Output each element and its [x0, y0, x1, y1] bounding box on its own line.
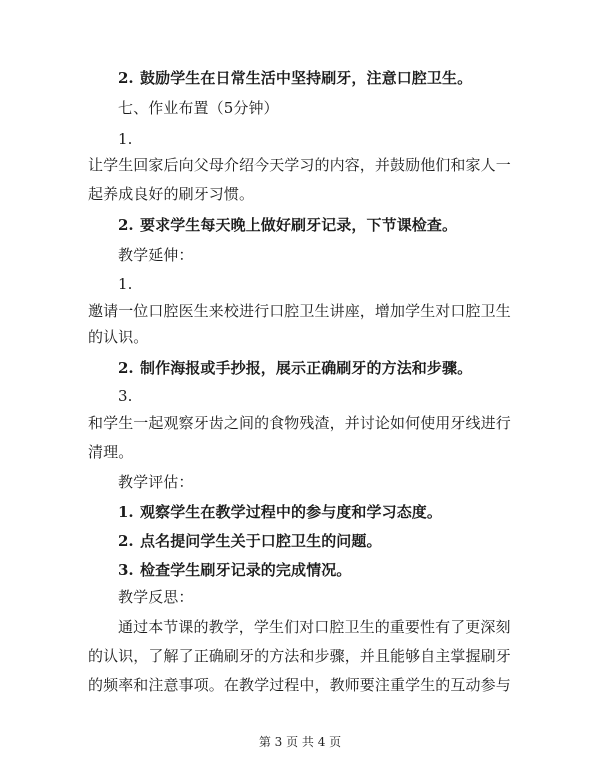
paragraph-line: 和学生一起观察牙齿之间的食物残渣，并讨论如何使用牙线进行 — [88, 414, 511, 432]
item-number: 3. — [118, 387, 133, 405]
paragraph-line: 清理。 — [88, 443, 134, 461]
list-item — [0, 503, 600, 521]
item-number: 1. — [118, 275, 133, 293]
paragraph-line: 的认识。 — [88, 328, 149, 346]
list-item — [0, 69, 600, 87]
list-item — [0, 532, 600, 550]
paragraph-line: 邀请一位口腔医生来校进行口腔卫生讲座，增加学生对口腔卫生 — [88, 302, 511, 320]
section-heading-reflection: 教学反思： — [118, 588, 194, 606]
list-item — [0, 359, 600, 377]
page-number-footer: 第 3 页 共 4 页 — [258, 735, 342, 749]
item-number: 2. — [118, 359, 134, 377]
item-number: 2. — [118, 532, 134, 550]
item-text: 要求学生每天晚上做好刷牙记录，下节课检查。 — [140, 216, 458, 234]
item-text: 观察学生在教学过程中的参与度和学习态度。 — [140, 503, 443, 521]
paragraph-line: 通过本节课的教学，学生们对口腔卫生的重要性有了更深刻 — [118, 618, 511, 636]
paragraph-line: 起养成良好的刷牙习惯。 — [88, 185, 255, 203]
paragraph-line: 让学生回家后向父母介绍今天学习的内容，并鼓励他们和家人一 — [88, 156, 511, 174]
item-text: 制作海报或手抄报，展示正确刷牙的方法和步骤。 — [140, 359, 473, 377]
item-number: 3. — [118, 561, 134, 579]
item-number: 1. — [118, 503, 134, 521]
item-text: 点名提问学生关于口腔卫生的问题。 — [140, 532, 382, 550]
section-heading-homework: 七、作业布置（5分钟） — [118, 99, 279, 117]
item-number: 2. — [118, 216, 134, 234]
item-text: 检查学生刷牙记录的完成情况。 — [140, 561, 352, 579]
item-number: 1. — [118, 130, 133, 148]
section-heading-assessment: 教学评估： — [118, 473, 194, 491]
paragraph-line: 的认识，了解了正确刷牙的方法和步骤，并且能够自主掌握刷牙 — [88, 647, 511, 665]
paragraph-line: 的频率和注意事项。在教学过程中，教师要注重学生的互动参与 — [88, 676, 511, 694]
item-number: 2. — [118, 69, 134, 87]
list-item — [0, 561, 600, 579]
list-item — [0, 216, 600, 234]
item-text: 鼓励学生在日常生活中坚持刷牙，注意口腔卫生。 — [140, 69, 473, 87]
section-heading-extension: 教学延伸： — [118, 246, 194, 264]
